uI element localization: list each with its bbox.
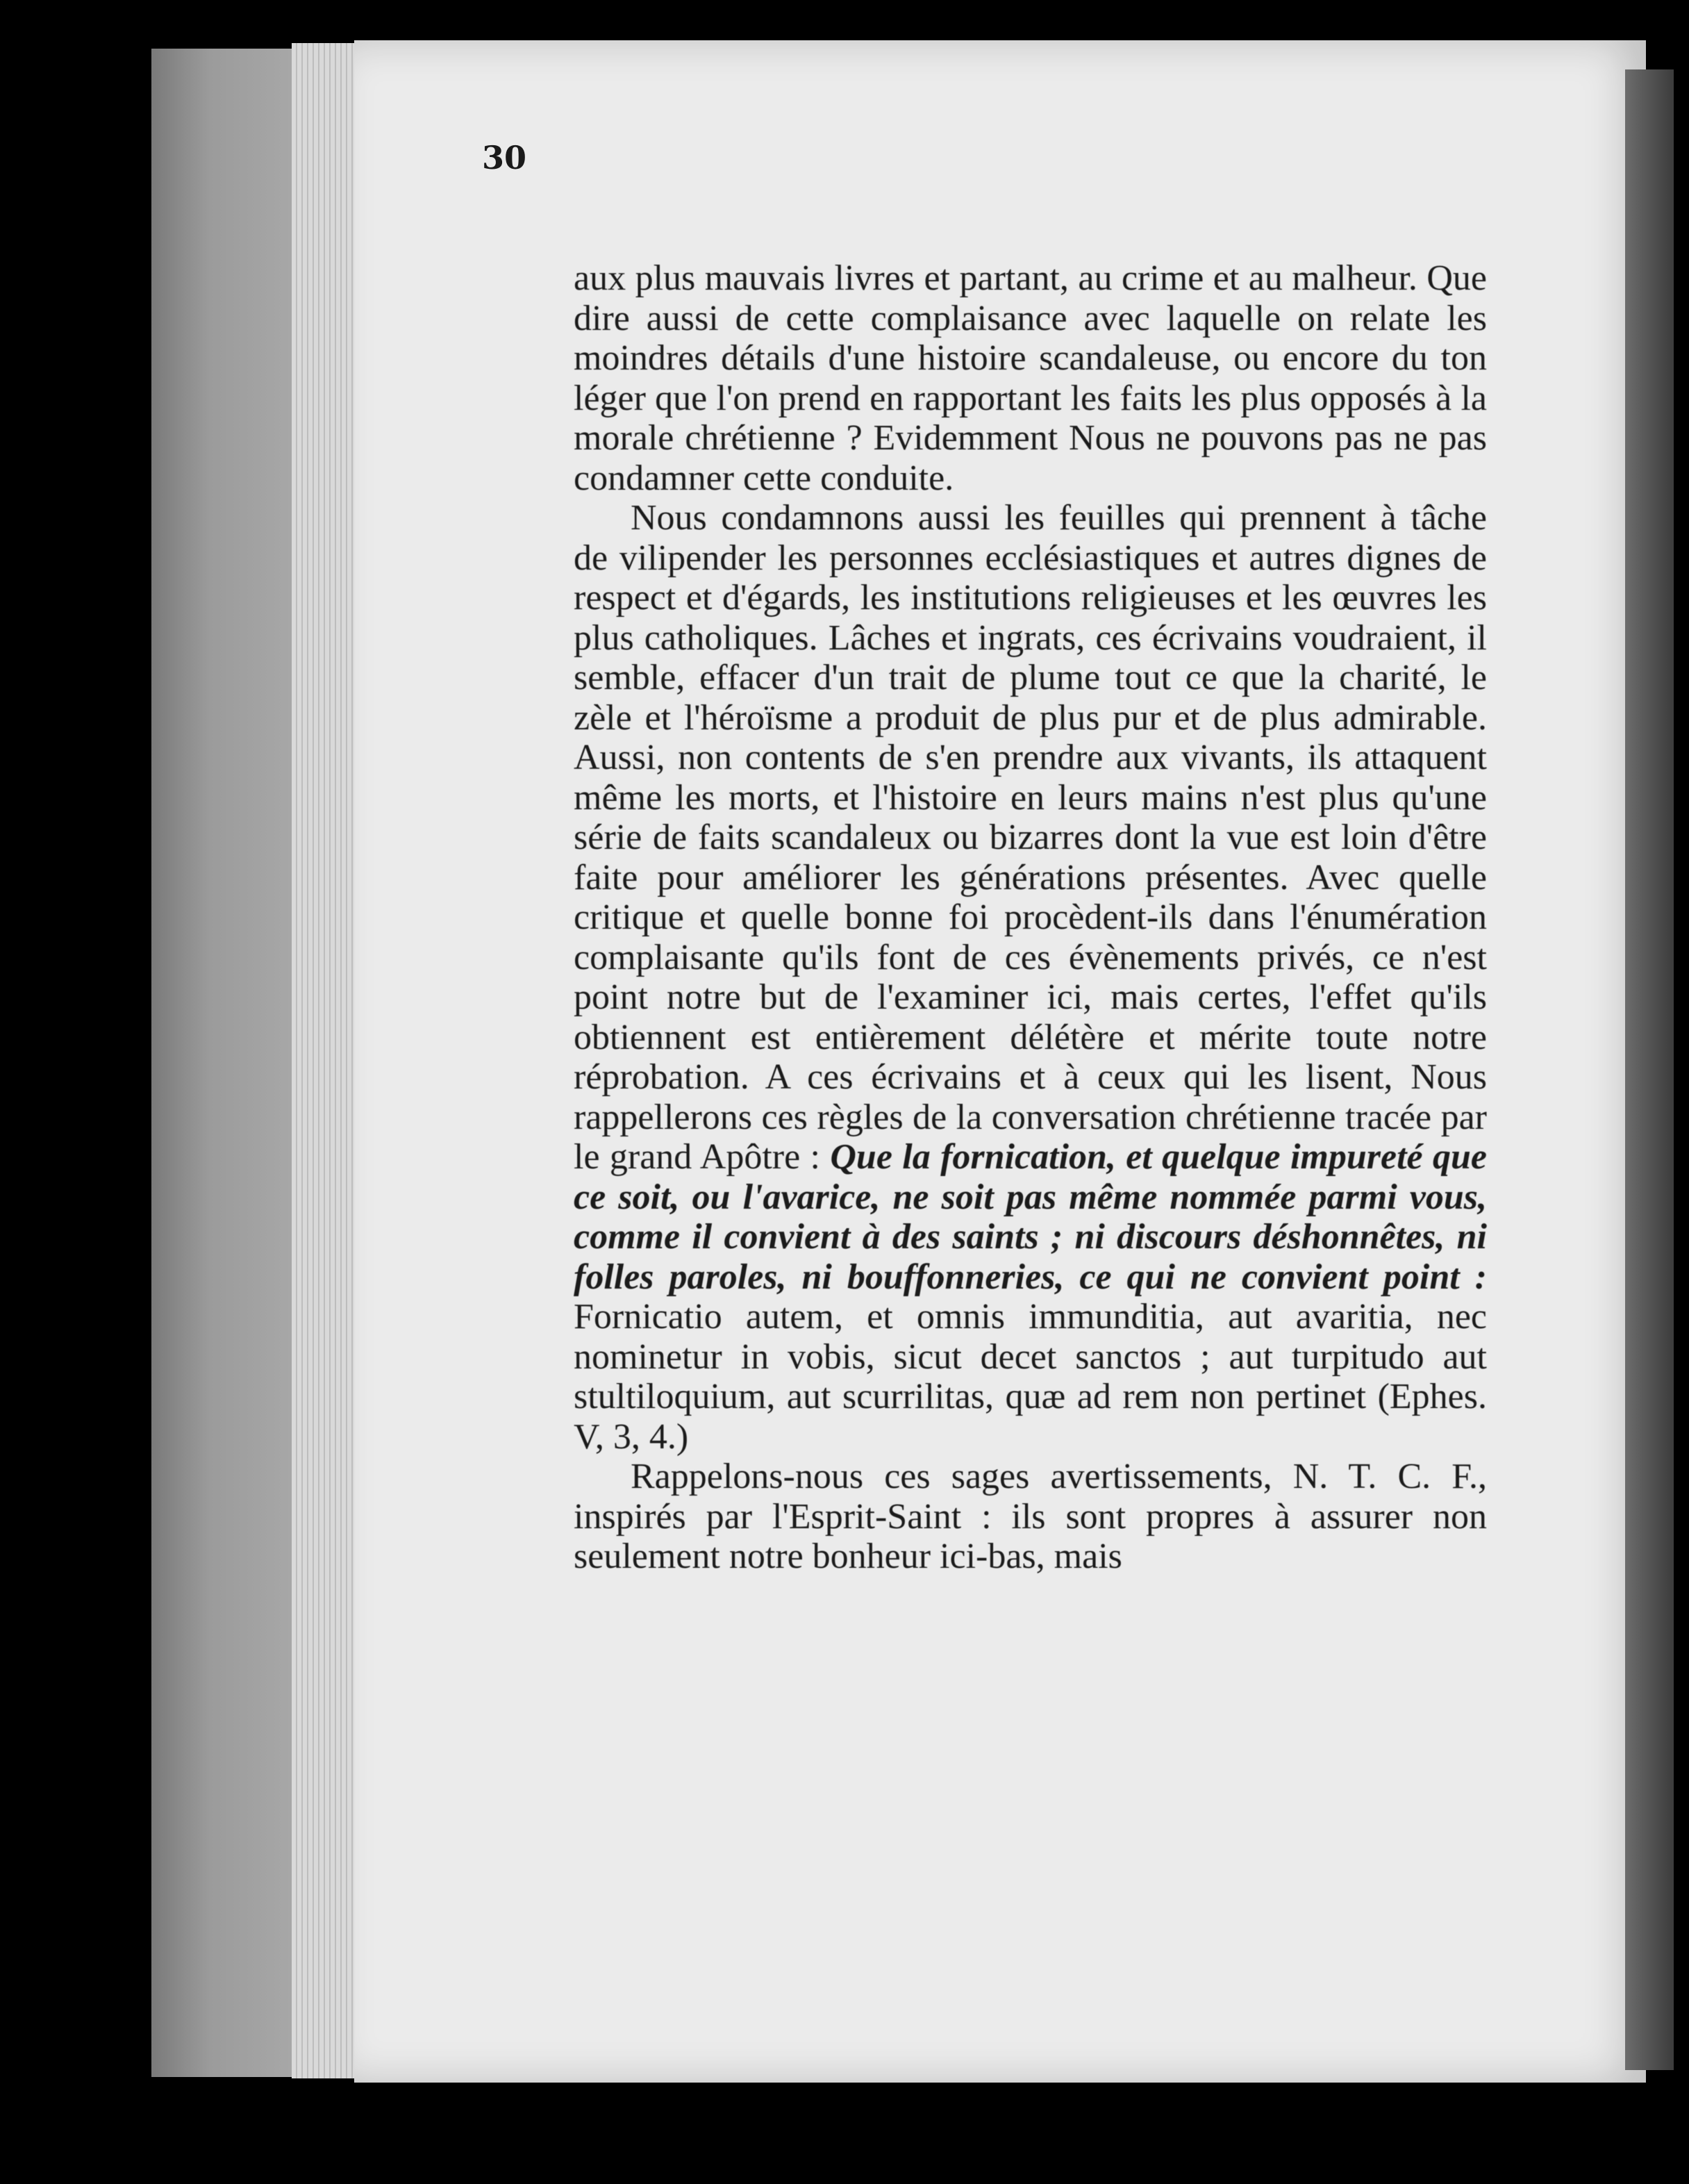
italic-text-run: Que la fornication, et quelque impureté que ce soit, ou l'avarice, ne soit pas même nommée parmi vous, comme il convient à des saints ; ni discours déshonnêtes, ni folles paroles, ni bouffonneries, ce qui ne convient point :: [574, 1137, 1487, 1297]
paragraph: [574, 1457, 1487, 1577]
text-run: Nous condamnons aussi les feuilles qui prennent à tâche de vilipender les personnes ecclésiastiques et autres dignes de respect et d'égards, les institutions religieuses et les œuvres les plus catholiques. Lâches et ingrats, ces écrivains voudraient, il semble, effacer d'un trait de plume tout ce que la charité, le zèle et l'héroïsme a produit de plus pur et de plus admirable. Aussi, non contents de s'en prendre aux vivants, ils attaquent même les morts, et l'histoire en leurs mains n'est plus qu'une série de faits scandaleux ou bizarres dont la vue est loin d'être faite pour améliorer les générations présentes. Avec quelle critique et quelle bonne foi procèdent-ils dans l'énumération complaisante qu'ils font de ces évènements privés, ce n'est point notre but de l'examiner ici, mais certes, l'effet qu'ils obtiennent est entièrement délétère et mérite toute notre réprobation. A ces écrivains et à ceux qui les lisent, Nous rappellerons ces règles de la conversation chrétienne tracée par le grand Apôtre :: [574, 498, 1487, 1177]
text-run: Rappelons-nous ces sages avertissements, N. T. C. F., inspirés par l'Esprit-Saint : ils sont propres à assurer non seulement notre bonheur ici-bas, mais: [574, 1457, 1487, 1576]
page-number: 30: [481, 139, 526, 176]
text-run: Fornicatio autem, et omnis immunditia, aut avaritia, nec nominetur in vobis, sicut decet sanctos ; aut turpitudo aut stultiloquium, aut scurrilitas, quæ ad rem non pertinet (Ephes. V, 3, 4.): [574, 1297, 1487, 1457]
binding-shadow: [1625, 69, 1674, 2070]
underlying-page-strip: [151, 49, 297, 2077]
text-run: aux plus mauvais livres et partant, au crime et au malheur. Que dire aussi de cette complaisance avec laquelle on relate les moindres détails d'une histoire scandaleuse, ou encore du ton léger que l'on prend en rapportant les faits les plus opposés à la morale chrétienne ? Evidemment Nous ne pouvons pas ne pas condamner cette conduite.: [574, 258, 1487, 498]
page-edges: [292, 43, 361, 2078]
paragraph: [574, 258, 1487, 498]
paragraph: [574, 498, 1487, 1457]
body-text: [574, 258, 1487, 1577]
